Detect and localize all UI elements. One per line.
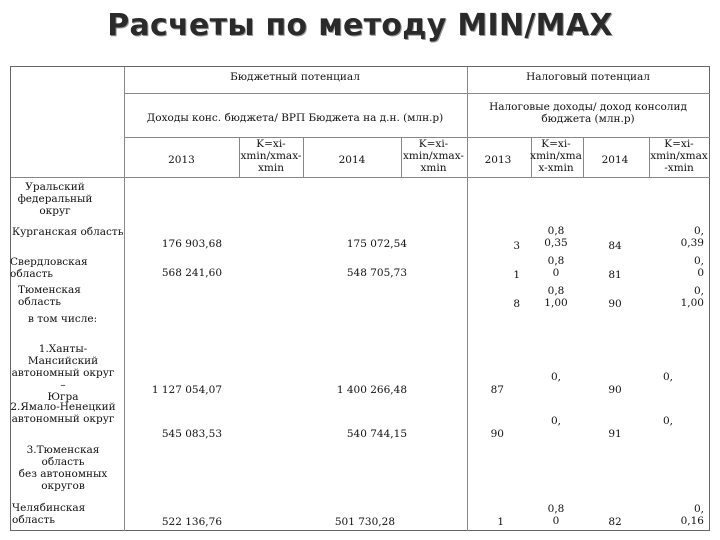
table-cell: 0,8 0,35 [544,225,568,249]
table-cell: 568 241,60 [161,267,222,279]
tax-subheader: Налоговые доходы/ доход консолид бюджета (млн.р) [489,101,687,125]
table-cell: 0, 0,39 [680,225,704,249]
table-cell: 1 [513,269,520,281]
row-label-tyumen: Тюменская область [18,284,81,308]
table-cell: 82 [608,516,622,528]
table-cell: 1 127 054,07 [151,384,222,396]
row-label-kurgan: Курганская область [12,226,124,238]
table-cell: 0, [662,415,674,427]
budget-potential-header: Бюджетный потенциал [230,71,360,83]
table-cell: 176 903,68 [161,238,222,250]
col-header-k-formula-1: K=xi- xmin/xmax- xmin [240,138,302,174]
table-cell: 90 [608,298,622,310]
col-header-2013-budget: 2013 [168,154,195,166]
table-cell: 545 083,53 [161,428,222,440]
table-cell: 0, [662,371,674,383]
table-cell: 81 [608,269,622,281]
table-cell: 522 136,76 [161,516,222,528]
table-cell: 0, 0,16 [680,503,704,527]
row-label-yanao: 2.Ямало-Ненецкий автономный округ [10,401,116,425]
table-cell: 84 [608,240,622,252]
table-cell: 87 [490,384,504,396]
row-label-khmao: 1.Ханты-Мансийский автономный округ – Югра [11,343,115,403]
tax-potential-header: Налоговый потенциал [526,71,650,83]
row-label-chelyabinsk: Челябинская область [12,502,86,526]
table-divider [124,93,710,94]
table-cell: 0, 0 [693,255,704,279]
col-header-k-formula-3: K=xi- xmin/xma x-xmin [530,138,582,174]
row-label-sverdlovsk: Свердловская область [10,256,88,280]
col-header-k-formula-2: K=xi- xmin/xmax- xmin [403,138,464,174]
table-cell: 501 730,28 [334,516,395,528]
table-cell: 91 [608,428,622,440]
table-cell: 0, 1,00 [680,285,704,309]
table-cell: 548 705,73 [346,267,407,279]
table-cell: 0, [550,371,562,383]
row-label-including: в том числе: [28,313,98,325]
table-cell: 0,8 1,00 [544,285,568,309]
page-title: Расчеты по методу MIN/MAX [107,8,613,43]
table-cell: 3 [513,240,520,252]
table-cell: 1 [497,516,504,528]
budget-subheader: Доходы конс. бюджета/ ВРП Бюджета на д.н. (млн.р) [146,112,444,124]
col-header-k-formula-4: K=xi- xmin/xmax -xmin [650,138,708,174]
table-cell: 1 400 266,48 [336,384,407,396]
table-cell: 8 [513,298,520,310]
table-cell: 0,8 0 [547,255,565,279]
table-cell: 90 [490,428,504,440]
table-divider [11,177,710,178]
table-cell: 175 072,54 [346,238,407,250]
col-header-2014-tax: 2014 [601,154,629,166]
row-label-tyumen-no-ao: 3.Тюменская область без автономных округов [18,444,108,492]
col-header-2013-tax: 2013 [484,154,512,166]
table-cell: 540 744,15 [346,428,407,440]
col-header-2014-budget: 2014 [338,154,366,166]
table-cell: 0,8 0 [547,503,565,527]
table-cell: 0, [550,415,562,427]
row-label-urals: Уральский федеральный округ [17,181,93,217]
table-cell: 90 [608,384,622,396]
